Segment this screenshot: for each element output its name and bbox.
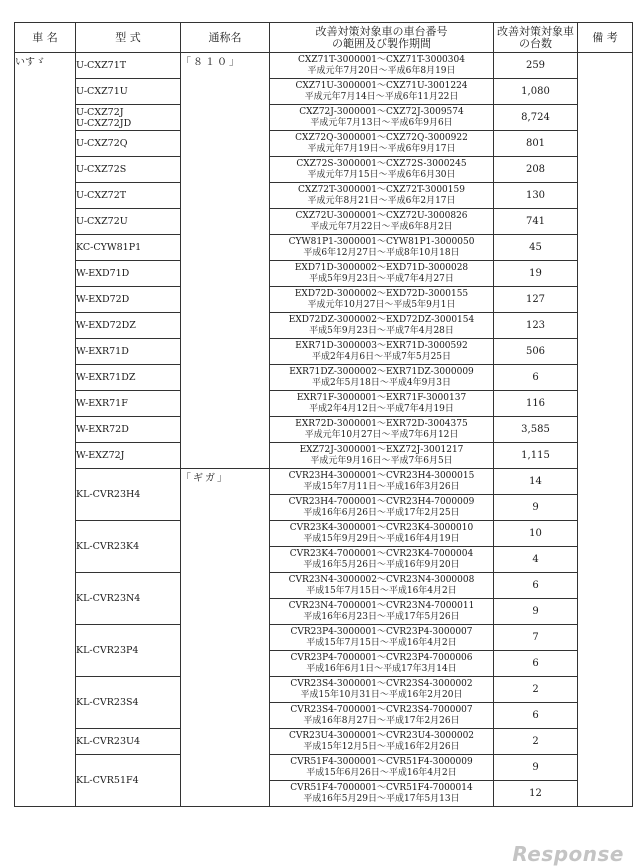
count-cell: 7 bbox=[494, 625, 578, 651]
vin-range: CVR23K4-7000001～CVR23K4-7000004 bbox=[289, 548, 474, 559]
count-cell: 208 bbox=[494, 157, 578, 183]
table-row bbox=[15, 209, 633, 235]
range-cell bbox=[270, 495, 494, 521]
production-period: 平成元年8月21日～平成6年2月17日 bbox=[307, 195, 456, 206]
range-cell bbox=[270, 729, 494, 755]
count-cell: 6 bbox=[494, 365, 578, 391]
table-row bbox=[15, 261, 633, 287]
table-row bbox=[15, 417, 633, 443]
model-code: KL-CVR23H4 bbox=[76, 489, 141, 500]
header-row bbox=[15, 23, 633, 53]
count-cell: 9 bbox=[494, 599, 578, 625]
model-cell bbox=[76, 53, 181, 79]
vin-range: CVR23U4-3000001～CVR23U4-3000002 bbox=[288, 730, 475, 741]
production-period: 平成16年6月26日～平成17年2月25日 bbox=[303, 507, 460, 518]
range-cell bbox=[270, 781, 494, 807]
model-code: KC-CYW81P1 bbox=[76, 242, 142, 253]
count-cell: 116 bbox=[494, 391, 578, 417]
count-cell: 6 bbox=[494, 703, 578, 729]
vin-range: CXZ72J-3000001～CXZ72J-3009574 bbox=[299, 106, 464, 117]
vin-range: EXR72D-3000001～EXR72D-3004375 bbox=[295, 418, 468, 429]
response-watermark: Response bbox=[512, 842, 624, 866]
model-cell bbox=[76, 729, 181, 755]
production-period: 平成元年7月13日～平成6年9月6日 bbox=[310, 117, 453, 128]
model-cell bbox=[76, 521, 181, 573]
vin-range: CVR51F4-7000001～CVR51F4-7000014 bbox=[290, 782, 473, 793]
range-cell bbox=[270, 131, 494, 157]
model-cell bbox=[76, 79, 181, 105]
count-cell: 4 bbox=[494, 547, 578, 573]
vin-range: CVR23H4-3000001～CVR23H4-3000015 bbox=[288, 470, 475, 481]
model-cell bbox=[76, 157, 181, 183]
range-cell bbox=[270, 209, 494, 235]
model-code: W-EXR72D bbox=[76, 424, 129, 435]
production-period: 平成15年9月29日～平成16年4月19日 bbox=[303, 533, 460, 544]
count-cell: 1,080 bbox=[494, 79, 578, 105]
table-row bbox=[15, 157, 633, 183]
model-code: U-CXZ72Q bbox=[76, 138, 128, 149]
range-cell bbox=[270, 521, 494, 547]
count-cell: 9 bbox=[494, 495, 578, 521]
model-cell bbox=[76, 261, 181, 287]
model-code: U-CXZ72J bbox=[76, 106, 124, 118]
model-cell bbox=[76, 625, 181, 677]
count-cell: 12 bbox=[494, 781, 578, 807]
production-period: 平成15年12月5日～平成16年2月26日 bbox=[303, 741, 460, 752]
production-period: 平成16年6月23日～平成17年5月26日 bbox=[303, 611, 460, 622]
model-cell bbox=[76, 417, 181, 443]
model-code: KL-CVR51F4 bbox=[76, 775, 139, 786]
vin-range: CXZ72Q-3000001～CXZ72Q-3000922 bbox=[295, 132, 468, 143]
count-cell: 9 bbox=[494, 755, 578, 781]
recall-table bbox=[14, 22, 633, 807]
table-row bbox=[15, 235, 633, 261]
production-period: 平成元年10月27日～平成5年9月1日 bbox=[307, 299, 456, 310]
vin-range: CVR23P4-3000001～CVR23P4-3000007 bbox=[290, 626, 473, 637]
count-cell: 801 bbox=[494, 131, 578, 157]
table-row bbox=[15, 105, 633, 131]
model-code: W-EXZ72J bbox=[76, 450, 125, 461]
model-code: W-EXR71F bbox=[76, 398, 128, 409]
table-row bbox=[15, 339, 633, 365]
model-code: W-EXD71D bbox=[76, 268, 130, 279]
count-cell: 14 bbox=[494, 469, 578, 495]
range-cell bbox=[270, 79, 494, 105]
range-cell bbox=[270, 651, 494, 677]
production-period: 平成15年7月11日～平成16年3月26日 bbox=[303, 481, 460, 492]
model-code: U-CXZ72U bbox=[76, 216, 128, 227]
model-code: W-EXD72D bbox=[76, 294, 130, 305]
count-cell: 127 bbox=[494, 287, 578, 313]
table-row bbox=[15, 625, 633, 651]
table-body bbox=[15, 53, 633, 807]
count-cell: 506 bbox=[494, 339, 578, 365]
range-cell bbox=[270, 105, 494, 131]
table-row bbox=[15, 131, 633, 157]
common-name-cell: 「８１０」 bbox=[181, 53, 270, 469]
production-period: 平成16年5月29日～平成17年5月13日 bbox=[303, 793, 460, 804]
model-code: W-EXD72DZ bbox=[76, 320, 136, 331]
model-cell bbox=[76, 313, 181, 339]
model-cell bbox=[76, 105, 181, 131]
production-period: 平成元年7月15日～平成6年6月30日 bbox=[307, 169, 456, 180]
model-cell bbox=[76, 183, 181, 209]
vin-range: CXZ72U-3000001～CXZ72U-3000826 bbox=[295, 210, 468, 221]
range-cell bbox=[270, 339, 494, 365]
table-row bbox=[15, 287, 633, 313]
production-period: 平成15年7月15日～平成16年4月2日 bbox=[306, 585, 457, 596]
model-code: KL-CVR23U4 bbox=[76, 736, 141, 747]
model-code: U-CXZ72T bbox=[76, 190, 127, 201]
table-row bbox=[15, 79, 633, 105]
remarks-header: 備 考 bbox=[578, 23, 633, 53]
count-cell: 6 bbox=[494, 573, 578, 599]
production-period: 平成15年6月26日～平成16年4月2日 bbox=[306, 767, 457, 778]
vin-range: EXR71D-3000003～EXR71D-3000592 bbox=[295, 340, 468, 351]
vin-range: CVR23N4-3000002～CVR23N4-3000008 bbox=[288, 574, 475, 585]
range-cell bbox=[270, 313, 494, 339]
count-cell: 8,724 bbox=[494, 105, 578, 131]
production-period: 平成16年5月26日～平成16年9月20日 bbox=[303, 559, 460, 570]
maker-cell: いすゞ bbox=[15, 53, 76, 807]
range-cell bbox=[270, 157, 494, 183]
vin-range: CYW81P1-3000001～CYW81P1-3000050 bbox=[288, 236, 475, 247]
count-cell: 2 bbox=[494, 677, 578, 703]
remarks-cell bbox=[578, 53, 633, 807]
range-header: 改善対策対象車の車台番号 の範囲及び製作期間 bbox=[270, 23, 494, 53]
vin-range: CXZ72S-3000001～CXZ72S-3000245 bbox=[296, 158, 467, 169]
model-code: KL-CVR23K4 bbox=[76, 541, 140, 552]
common-name-cell: 「ギガ」 bbox=[181, 469, 270, 807]
count-cell: 2 bbox=[494, 729, 578, 755]
range-cell bbox=[270, 235, 494, 261]
model-code: U-CXZ71U bbox=[76, 86, 128, 97]
production-period: 平成16年8月27日～平成17年2月26日 bbox=[303, 715, 460, 726]
model-code: W-EXR71DZ bbox=[76, 372, 136, 383]
table-row bbox=[15, 443, 633, 469]
vin-range: EXR71DZ-3000002～EXR71DZ-3000009 bbox=[289, 366, 474, 377]
production-period: 平成16年6月1日～平成17年3月14日 bbox=[306, 663, 457, 674]
model-code: U-CXZ72JD bbox=[76, 117, 132, 129]
model-header: 型 式 bbox=[76, 23, 181, 53]
range-cell bbox=[270, 677, 494, 703]
production-period: 平成元年7月14日～平成6年11月22日 bbox=[304, 91, 459, 102]
vin-range: CVR51F4-3000001～CVR51F4-3000009 bbox=[290, 756, 473, 767]
count-cell: 6 bbox=[494, 651, 578, 677]
vin-range: CVR23N4-7000001～CVR23N4-7000011 bbox=[288, 600, 475, 611]
vin-range: EXZ72J-3000001～EXZ72J-3001217 bbox=[299, 444, 464, 455]
count-cell: 45 bbox=[494, 235, 578, 261]
count-cell: 19 bbox=[494, 261, 578, 287]
common-name-header: 通称名 bbox=[181, 23, 270, 53]
table-row bbox=[15, 573, 633, 599]
range-cell bbox=[270, 183, 494, 209]
table-row bbox=[15, 729, 633, 755]
vin-range: CVR23H4-7000001～CVR23H4-7000009 bbox=[288, 496, 475, 507]
model-cell bbox=[76, 365, 181, 391]
model-cell bbox=[76, 235, 181, 261]
model-cell bbox=[76, 443, 181, 469]
maker-header: 車 名 bbox=[15, 23, 76, 53]
table-row bbox=[15, 313, 633, 339]
model-cell bbox=[76, 573, 181, 625]
model-cell bbox=[76, 209, 181, 235]
model-code: KL-CVR23P4 bbox=[76, 645, 139, 656]
production-period: 平成5年9月23日～平成7年4月28日 bbox=[309, 325, 454, 336]
range-cell bbox=[270, 417, 494, 443]
vin-range: CVR23P4-7000001～CVR23P4-7000006 bbox=[290, 652, 473, 663]
table-row bbox=[15, 365, 633, 391]
range-cell bbox=[270, 391, 494, 417]
vin-range: CXZ71U-3000001～CXZ71U-3001224 bbox=[295, 80, 468, 91]
count-cell: 10 bbox=[494, 521, 578, 547]
production-period: 平成2年4月6日～平成7年5月25日 bbox=[311, 351, 452, 362]
count-cell: 1,115 bbox=[494, 443, 578, 469]
production-period: 平成2年5月18日～平成4年9月3日 bbox=[311, 377, 452, 388]
count-header: 改善対策対象車 の台数 bbox=[494, 23, 578, 53]
model-cell bbox=[76, 287, 181, 313]
production-period: 平成元年7月19日～平成6年9月17日 bbox=[307, 143, 456, 154]
model-code: KL-CVR23N4 bbox=[76, 593, 141, 604]
production-period: 平成2年4月12日～平成7年4月19日 bbox=[309, 403, 454, 414]
vin-range: CVR23S4-7000001～CVR23S4-7000007 bbox=[290, 704, 473, 715]
model-cell bbox=[76, 677, 181, 729]
count-cell: 123 bbox=[494, 313, 578, 339]
range-cell bbox=[270, 755, 494, 781]
production-period: 平成元年9月16日～平成7年6月5日 bbox=[310, 455, 453, 466]
table-row bbox=[15, 677, 633, 703]
count-cell: 741 bbox=[494, 209, 578, 235]
vin-range: EXD71D-3000002～EXD71D-3000028 bbox=[294, 262, 469, 273]
production-period: 平成15年7月15日～平成16年4月2日 bbox=[306, 637, 457, 648]
model-cell bbox=[76, 391, 181, 417]
range-cell bbox=[270, 625, 494, 651]
production-period: 平成元年7月22日～平成6年8月2日 bbox=[310, 221, 453, 232]
range-cell bbox=[270, 573, 494, 599]
vin-range: EXD72DZ-3000002～EXD72DZ-3000154 bbox=[288, 314, 475, 325]
range-cell bbox=[270, 261, 494, 287]
range-cell bbox=[270, 703, 494, 729]
vin-range: CVR23S4-3000001～CVR23S4-3000002 bbox=[290, 678, 473, 689]
production-period: 平成15年10月31日～平成16年2月20日 bbox=[300, 689, 463, 700]
model-cell bbox=[76, 755, 181, 807]
range-cell bbox=[270, 443, 494, 469]
vin-range: EXD72D-3000002～EXD72D-3000155 bbox=[294, 288, 469, 299]
production-period: 平成元年7月20日～平成6年8月19日 bbox=[307, 65, 456, 76]
vin-range: EXR71F-3000001～EXR71F-3000137 bbox=[296, 392, 467, 403]
table-row bbox=[15, 391, 633, 417]
range-cell bbox=[270, 599, 494, 625]
count-cell: 130 bbox=[494, 183, 578, 209]
production-period: 平成5年9月23日～平成7年4月27日 bbox=[309, 273, 454, 284]
model-code: U-CXZ71T bbox=[76, 60, 127, 71]
model-cell bbox=[76, 339, 181, 365]
count-cell: 3,585 bbox=[494, 417, 578, 443]
count-cell: 259 bbox=[494, 53, 578, 79]
table-row bbox=[15, 469, 633, 495]
vin-range: CXZ71T-3000001～CXZ71T-3000304 bbox=[298, 54, 465, 65]
table-row bbox=[15, 755, 633, 781]
table-row bbox=[15, 183, 633, 209]
model-code: U-CXZ72S bbox=[76, 164, 127, 175]
model-code: W-EXR71D bbox=[76, 346, 129, 357]
range-cell bbox=[270, 365, 494, 391]
table-row bbox=[15, 53, 633, 79]
vin-range: CVR23K4-3000001～CVR23K4-3000010 bbox=[289, 522, 474, 533]
vin-range: CXZ72T-3000001～CXZ72T-3000159 bbox=[298, 184, 465, 195]
model-cell bbox=[76, 469, 181, 521]
range-cell bbox=[270, 53, 494, 79]
range-cell bbox=[270, 547, 494, 573]
table-row bbox=[15, 521, 633, 547]
range-cell bbox=[270, 469, 494, 495]
model-code: KL-CVR23S4 bbox=[76, 697, 139, 708]
model-cell bbox=[76, 131, 181, 157]
range-cell bbox=[270, 287, 494, 313]
production-period: 平成6年12月27日～平成8年10月18日 bbox=[303, 247, 460, 258]
production-period: 平成元年10月27日～平成7年6月12日 bbox=[304, 429, 459, 440]
